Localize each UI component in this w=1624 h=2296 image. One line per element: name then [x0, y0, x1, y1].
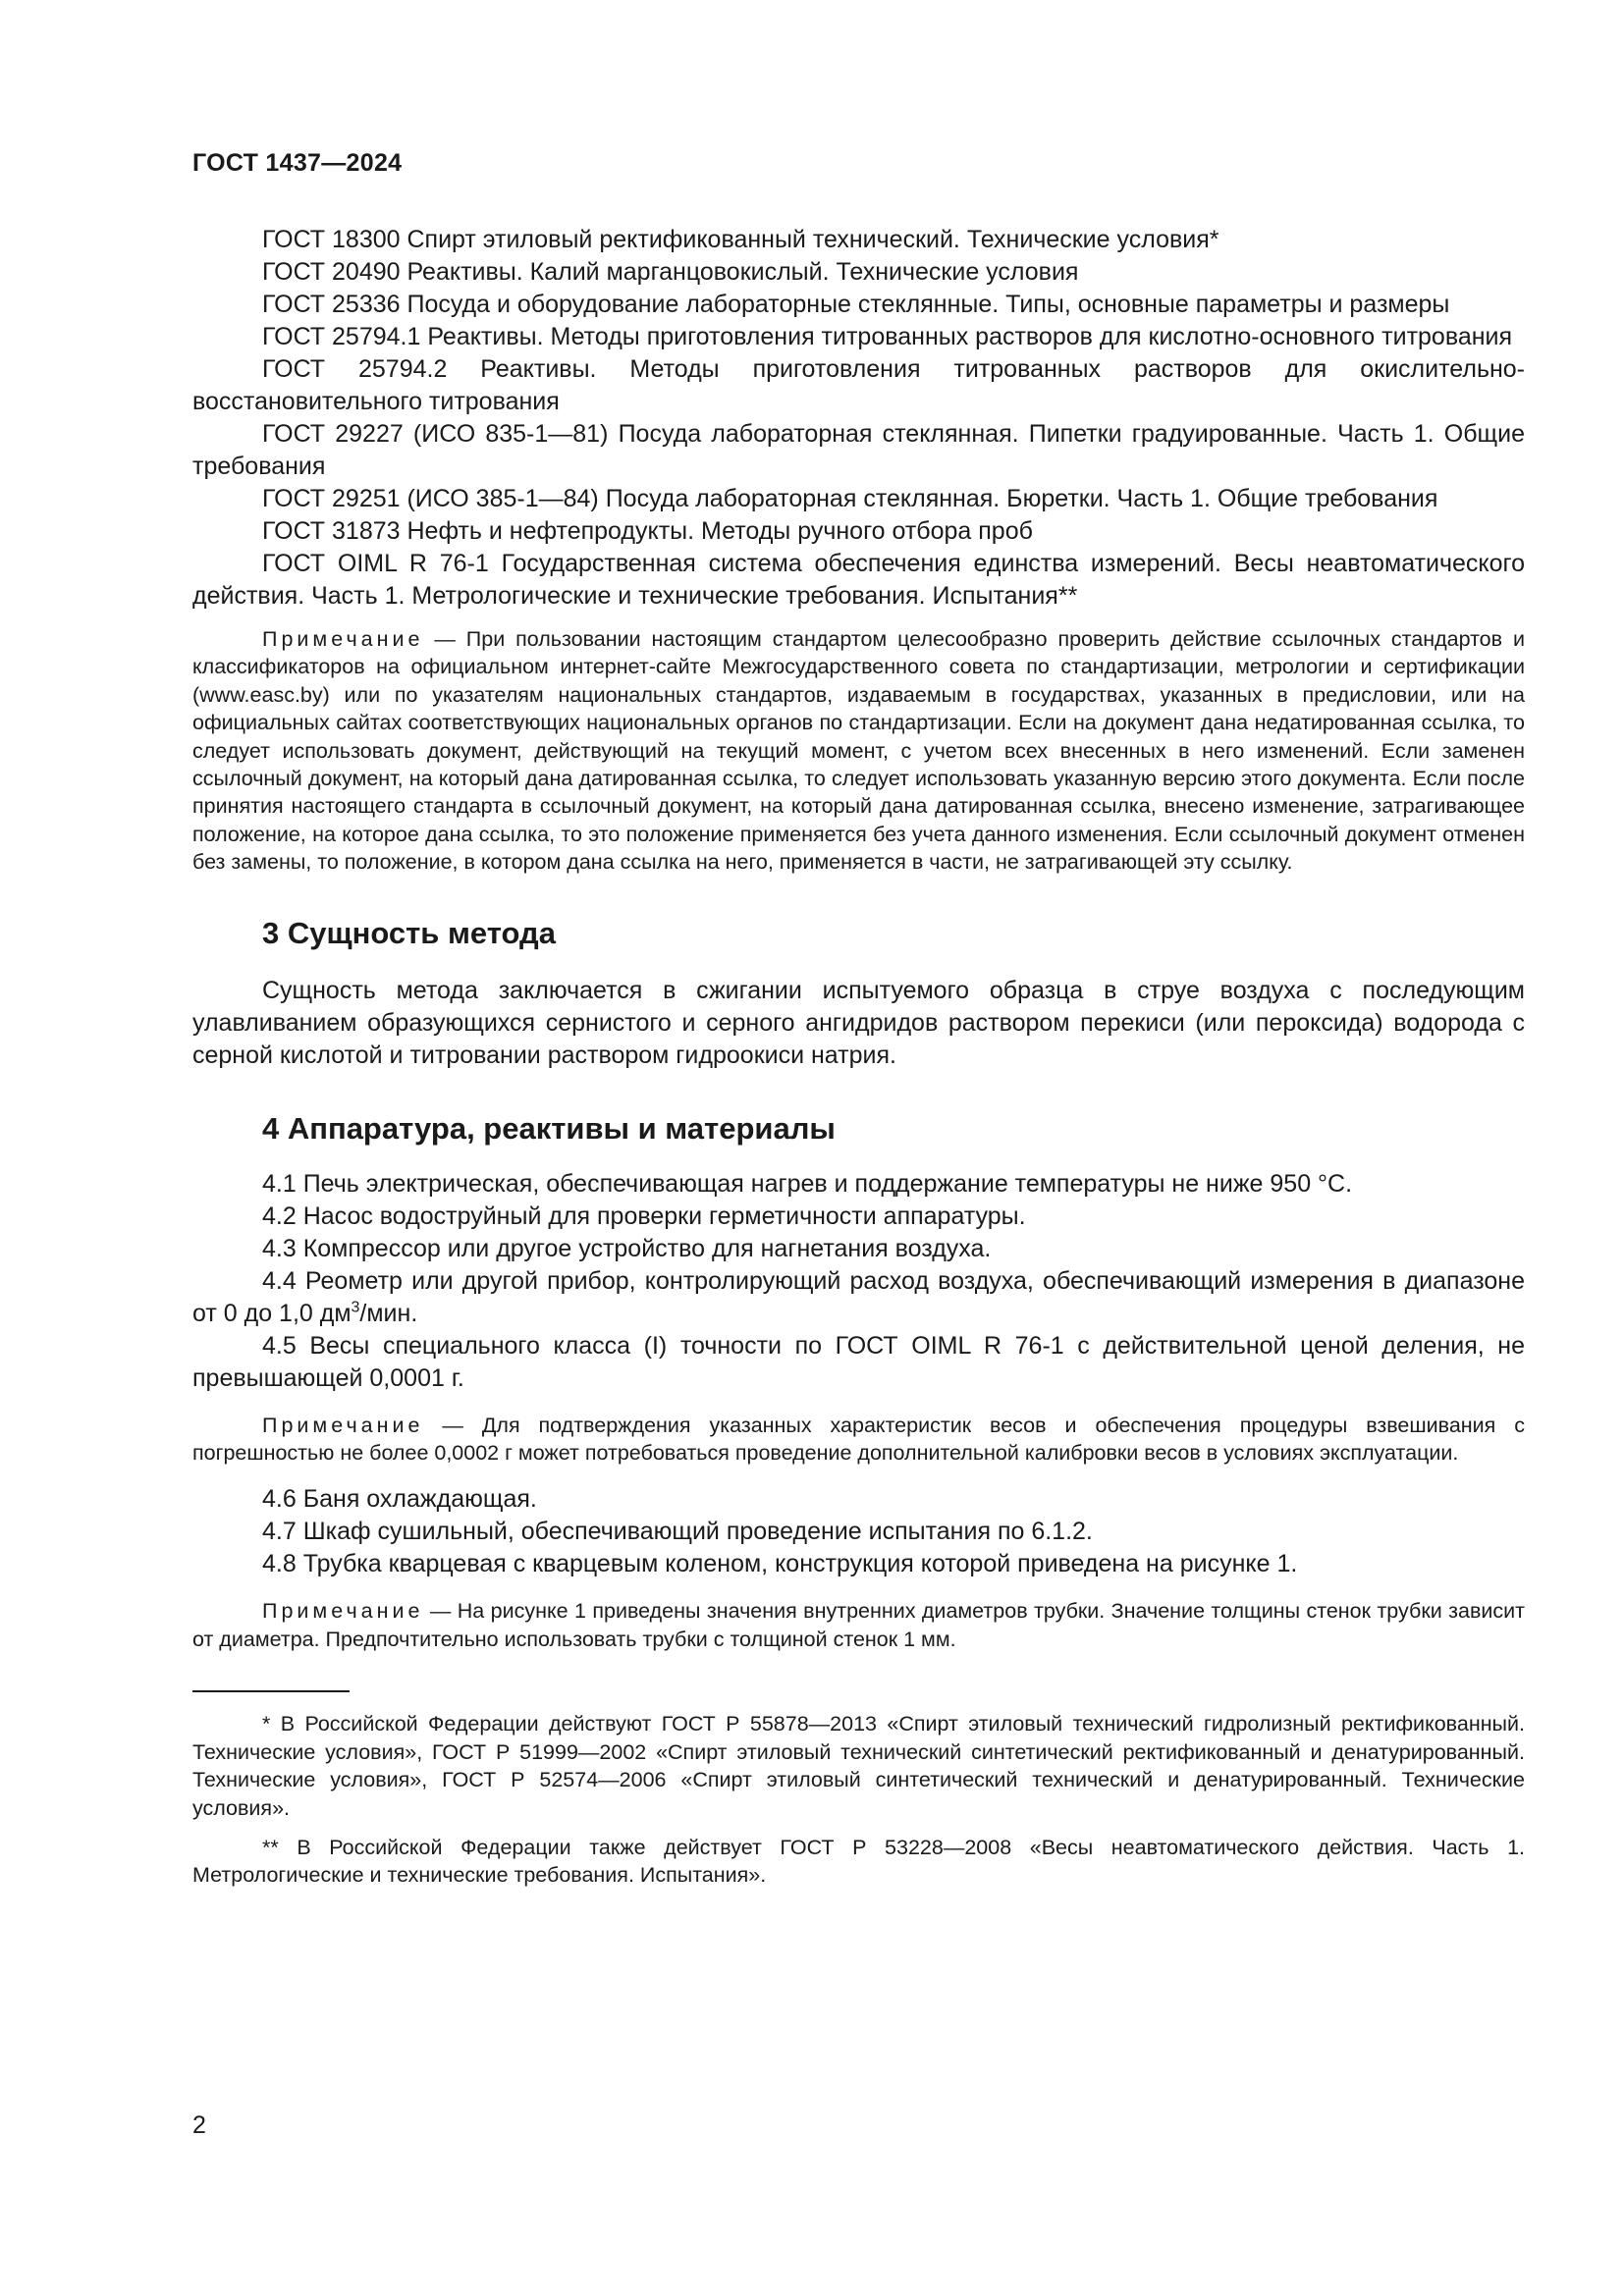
footnote-separator: [192, 1690, 350, 1692]
note-label: Примечание: [262, 1599, 424, 1624]
note-label: Примечание: [262, 627, 424, 651]
list-item: 4.2 Насос водоструйный для проверки герметичности аппаратуры.: [262, 1201, 1026, 1230]
normative-references: [192, 224, 1525, 613]
note-weighing: [192, 1412, 1525, 1468]
note-references: [192, 625, 1525, 877]
equipment-list: [192, 1168, 1525, 1395]
section-4-title: 4 Аппаратура, реактивы и материалы: [262, 1110, 836, 1146]
note-text: — При пользовании настоящим стандартом целесообразно проверить действие ссылочных стандартов и классификаторов на официальном интернет-сайте Межгосударственного совета по стандартизации, метрологии и сертификации (www.easc.by) или по указателям национальных стандартов, издаваемым в государствах, указанных в предисловии, или на официальных сайтах соответствующих национальных органов по стандартизации. Если на документ дана недатированная ссылка, то следует использовать документ, действующий на текущий момент, с учетом всех внесенных в него изменений. Если заменен ссылочный документ, на который дана датированная ссылка, то следует использовать указанную версию этого документа. Если после принятия настоящего стандарта в ссылочный документ, на который дана датированная ссылка, внесено изменение, затрагивающее положение, на которое дана ссылка, то это положение применяется без учета данного изменения. Если ссылочный документ отменен без замены, то положение, в котором дана ссылка на него, применяется в части, не затрагивающей эту ссылку.: [192, 627, 1525, 875]
list-item: 4.1 Печь электрическая, обеспечивающая нагрев и поддержание температуры не ниже 950 °С.: [262, 1169, 1353, 1198]
item-4-4-text: 4.4 Реометр или другой прибор, контролирующий расход воздуха, обеспечивающий измерения в диапазоне от 0 до 1,0 дм: [192, 1266, 1525, 1327]
reference-item: ГОСТ 25794.2 Реактивы. Методы приготовления титрованных растворов для окислительно-восстановительного титрования: [192, 355, 1525, 415]
list-item: 4.6 Баня охлаждающая.: [262, 1485, 537, 1514]
list-item: [192, 1265, 1525, 1330]
list-item: 4.7 Шкаф сушильный, обеспечивающий проведение испытания по 6.1.2.: [262, 1518, 1093, 1546]
reference-item: ГОСТ 20490 Реактивы. Калий марганцовокислый. Технические условия: [262, 258, 1079, 286]
footnote: * В Российской Федерации действуют ГОСТ Р 55878—2013 «Спирт этиловый технический гидролизный ректификованный. Технические условия», ГОСТ Р 51999—2002 «Спирт этиловый технический синтетический ректификованный и денатурированный. Технические условия», ГОСТ Р 52574—2006 «Спирт этиловый синтетический технический и денатурированный. Технические условия».: [192, 1712, 1525, 1820]
list-item: 4.5 Весы специального класса (I) точности по ГОСТ OIML R 76-1 с действительной ценой деления, не превышающей 0,0001 г.: [192, 1331, 1525, 1392]
page-number: 2: [192, 2111, 206, 2139]
reference-item: ГОСТ 25336 Посуда и оборудование лабораторные стеклянные. Типы, основные параметры и размеры: [262, 291, 1450, 318]
reference-item: ГОСТ 29251 (ИСО 385-1—84) Посуда лабораторная стеклянная. Бюретки. Часть 1. Общие требования: [262, 485, 1438, 512]
list-item: 4.3 Компрессор или другое устройство для нагнетания воздуха.: [262, 1234, 992, 1262]
section-3-text: Сущность метода заключается в сжигании испытуемого образца в струе воздуха с последующим улавливанием образующихся сернистого и серного ангидридов раствором перекиси (или пероксида) водорода с серной кислотой и титровании раствором гидроокиси натрия.: [192, 976, 1525, 1069]
superscript-3: 3: [351, 1299, 360, 1316]
reference-item: ГОСТ 25794.1 Реактивы. Методы приготовления титрованных растворов для кислотно-основного титрования: [262, 323, 1513, 350]
list-item: 4.8 Трубка кварцевая с кварцевым коленом, конструкция которой приведена на рисунке 1.: [262, 1550, 1298, 1578]
page-header: ГОСТ 1437—2024: [192, 149, 403, 177]
note-tube: [192, 1597, 1525, 1653]
note-text: — На рисунке 1 приведены значения внутренних диаметров трубки. Значение толщины стенок трубки зависит от диаметра. Предпочтительно использовать трубки с толщиной стенок 1 мм.: [192, 1599, 1525, 1651]
reference-item: ГОСТ 31873 Нефть и нефтепродукты. Методы ручного отбора проб: [262, 517, 1033, 545]
section-3-title: 3 Сущность метода: [262, 915, 556, 950]
equipment-list-continued: [192, 1483, 1525, 1580]
reference-item: ГОСТ 29227 (ИСО 835-1—81) Посуда лабораторная стеклянная. Пипетки градуированные. Часть 1. Общие требования: [192, 420, 1525, 480]
page-content: [192, 224, 1525, 1890]
reference-item: ГОСТ 18300 Спирт этиловый ректификованный технический. Технические условия*: [262, 226, 1219, 253]
footnotes: [192, 1710, 1525, 1889]
footnote: ** В Российской Федерации также действует ГОСТ Р 53228—2008 «Весы неавтоматического действия. Часть 1. Метрологические и технические требования. Испытания».: [192, 1835, 1525, 1888]
item-4-4-unit: /мин.: [359, 1299, 418, 1327]
note-label: Примечание: [262, 1413, 424, 1437]
note-text: — Для подтверждения указанных характеристик весов и обеспечения процедуры взвешивания с погрешностью не более 0,0002 г может потребоваться проведение дополнительной калибровки весов в условиях эксплуатации.: [192, 1413, 1525, 1466]
reference-item: ГОСТ OIML R 76-1 Государственная система обеспечения единства измерений. Весы неавтоматического действия. Часть 1. Метрологические и технические требования. Испытания**: [192, 550, 1525, 610]
